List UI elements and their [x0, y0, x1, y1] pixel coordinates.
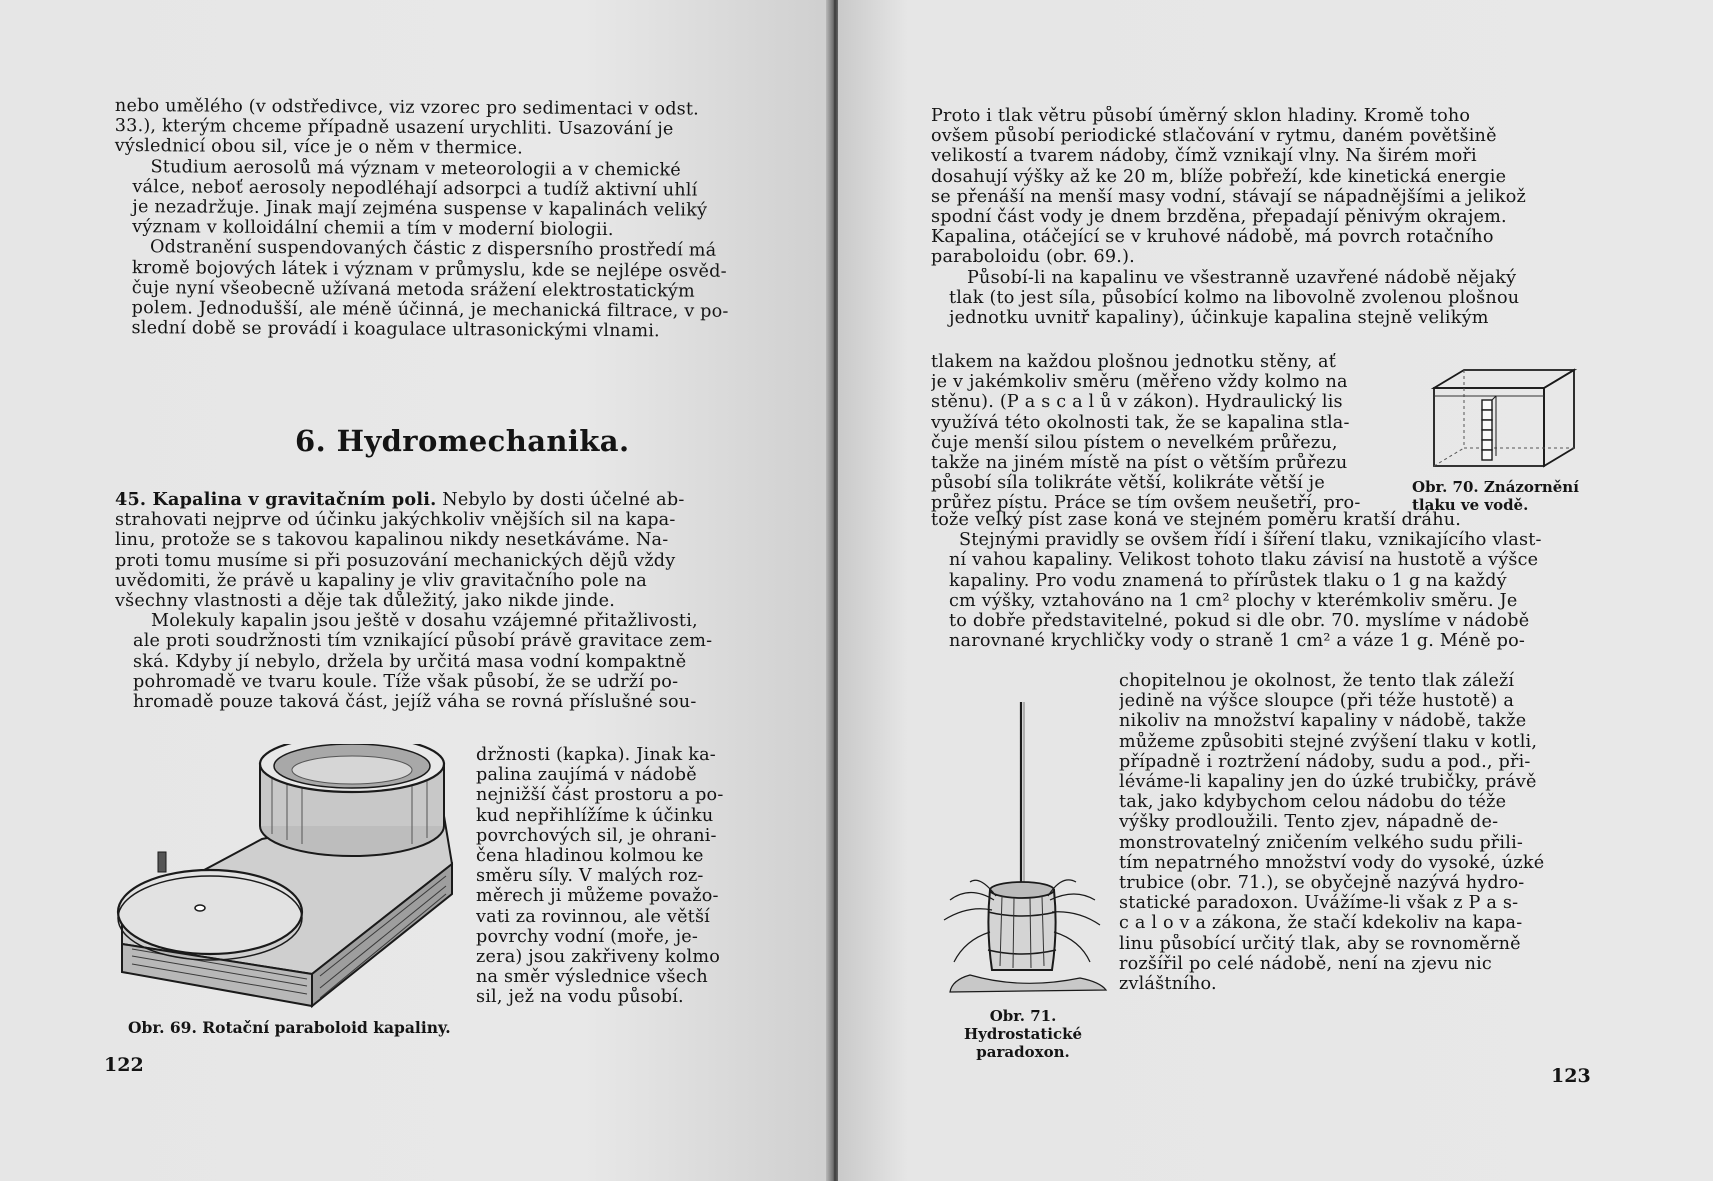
text-line: velikostí a tvarem nádoby, čímž vznikají vlny. Na širém moři [931, 146, 1477, 167]
right-mid-paragraphs [931, 510, 1572, 651]
paragraph [114, 157, 756, 242]
left-column-text [476, 745, 748, 1008]
text-line: hromadě pouze taková část, jejíž váha se rovná příslušné sou- [133, 692, 697, 713]
text-line: kapaliny. Pro vodu znamená to přírůstek tlaku o 1 g na každý [949, 570, 1507, 591]
text-line: se přenáší na menší masy vodní, stávají se nápadnějšími a jelikož [931, 186, 1526, 207]
text-line: je v jakémkoliv směru (měřeno vždy kolmo na [931, 372, 1348, 393]
paragraph [115, 490, 747, 611]
rotating-paraboloid-figure [112, 744, 466, 1014]
right-column-text [1119, 671, 1572, 994]
text-line: význam v kolloidální chemii a tím v moderní biologii. [132, 217, 614, 241]
text-line: Proto i tlak větru působí úměrný sklon hladiny. Kromě toho [931, 106, 1471, 126]
text-line: tak, jako kdybychom celou nádobu do téže [1119, 792, 1507, 813]
text-line: ská. Kdyby jí nebylo, držela by určitá masa vodní kompaktně [133, 651, 687, 672]
pressure-cube-figure [1424, 366, 1584, 474]
text-line: tlakem na každou plošnou jednotku stěny, ať [931, 352, 1336, 372]
text-line: působí síla tolikráte větší, kolikráte větší je [931, 473, 1325, 494]
paragraph [931, 268, 1572, 329]
text-line: zera) jsou zakřiveny kolmo [476, 947, 721, 968]
paragraph [114, 237, 757, 342]
text-line: trubice (obr. 71.), se obyčejně nazývá hydro- [1119, 873, 1525, 894]
text-line: válce, neboť aerosoly nepodléhají adsorpci a tudíž aktivní uhlí [132, 176, 698, 201]
page-number: 123 [1551, 1065, 1591, 1087]
text-line: tím nepatrného množství vody do vysoké, úzké [1119, 852, 1545, 873]
text-line: strahovati nejprve od účinku jakýchkoliv vnějších sil na kapa- [115, 510, 676, 531]
text-line: kud nepřihlížíme k účinku [476, 805, 714, 826]
text-line: proti tomu musíme si při posuzování mechanických dějů vždy [115, 550, 676, 571]
text-line: Působí-li na kapalinu ve všestranně uzavřené nádobě nějaký [967, 267, 1517, 288]
text-line: polem. Jednodušší, ale méně účinná, je mechanická filtrace, v po- [131, 298, 729, 322]
text-line: čuje menší silou pístem o nevelkém průřezu, [931, 432, 1338, 453]
text-line: chopitelnou je okolnost, že tento tlak záleží [1119, 671, 1515, 691]
text-line: linu působící určitý tlak, aby se rovnoměrně [1119, 933, 1521, 954]
text-line: spodní část vody je dnem brzděna, přepadají pěnivým okrajem. [931, 207, 1507, 228]
text-line: Molekuly kapalin jsou ještě v dosahu vzájemné přitažlivosti, [151, 611, 698, 632]
text-line: tlak (to jest síla, působící kolmo na libovolně zvolenou plošnou [949, 287, 1520, 308]
paragraph [931, 510, 1572, 530]
figure-71-caption: Obr. 71. Hydrostatické paradoxon. [963, 1007, 1083, 1061]
text-line: Odstranění suspendovaných částic z dispersního prostředí má [150, 237, 717, 262]
text-line: zvláštního. [1119, 974, 1217, 995]
text-line: nebo umělého (v odstředivce, viz vzorec pro sedimentaci v odst. [114, 96, 700, 120]
text-line: jedině na výšce sloupce (při téže hustotě) a [1119, 691, 1515, 712]
text-line: ní vahou kapaliny. Velikost tohoto tlaku závisí na hustotě a výšce [949, 550, 1539, 571]
text-line: paraboloidu (obr. 69.). [931, 247, 1135, 268]
text-line: to dobře představitelné, pokud si dle obr. 70. myslíme v nádobě [949, 611, 1530, 632]
text-line: vati za rovinnou, ale větší [476, 906, 711, 927]
text-line: takže na jiném místě na píst o větším průřezu [931, 453, 1348, 474]
text-line: držnosti (kapka). Jinak ka- [476, 745, 716, 765]
text-line: nikoliv na množství kapaliny v nádobě, takže [1119, 711, 1527, 732]
text-line: slední době se provádí i koagulace ultrasonickými vlnami. [131, 318, 660, 342]
text-line: 33.), kterým chceme případně usazení urychliti. Usazování je [114, 116, 674, 140]
text-line: Stejnými pravidly se ovšem řídí i šíření tlaku, vznikajícího vlast- [959, 530, 1542, 551]
text-line [115, 490, 747, 510]
text-line: monstrovatelný zničením velkého sudu přili- [1119, 832, 1524, 853]
text-line: využívá této okolnosti tak, že se kapalina stla- [931, 412, 1350, 433]
text-line: dosahují výšky až ke 20 m, blíže pobřeží, kde kinetická energie [931, 166, 1507, 187]
left-page [0, 0, 832, 1181]
right-page [838, 0, 1713, 1181]
text-line: stěnu). (P a s c a l ů v zákon). Hydraulický lis [931, 392, 1343, 413]
text-line: cm výšky, vztahováno na 1 cm² plochy v kterémkoliv směru. Je [949, 590, 1518, 611]
text-line: směru síly. V malých roz- [476, 866, 704, 887]
text-line: narovnané krychličky vody o straně 1 cm² a váze 1 g. Méně po- [949, 631, 1526, 652]
text-line: výslednicí obou sil, více je o něm v thermice. [114, 136, 524, 159]
paragraph [115, 611, 747, 712]
text-line: výšky prodloužili. Tento zjev, nápadně de- [1119, 812, 1499, 833]
text-line: nejnižší část prostoru a po- [476, 785, 724, 806]
text-line: tože velký píst zase koná ve stejném poměru kratší dráhu. [931, 510, 1462, 530]
text-line: palina zaujímá v nádobě [476, 765, 697, 786]
text-line: můžeme způsobiti stejné zvýšení tlaku v kotli, [1119, 731, 1538, 752]
paragraph [115, 96, 757, 161]
text-line: je nezadržuje. Jinak mají zejména suspense v kapalinách veliký [132, 197, 708, 221]
text-run: Nebylo by dosti účelné ab- [442, 490, 685, 510]
text-line: jednotku uvnitř kapaliny), účinkuje kapalina stejně velikým [949, 308, 1489, 329]
text-line: c a l o v a zákona, že stačí kdekoliv na kapa- [1119, 913, 1523, 934]
text-line: povrchových sil, je ohrani- [476, 825, 717, 846]
text-line: pohromadě ve tvaru koule. Tíže však působí, že se udrží po- [133, 671, 679, 692]
text-line: sil, jež na vodu působí. [476, 987, 684, 1008]
text-line: čuje nyní všeobecně užívaná metoda srážení elektrostatickým [131, 277, 695, 302]
text-line: uvědomiti, že právě u kapaliny je vliv gravitačního pole na [115, 570, 647, 591]
right-top-paragraphs [931, 106, 1572, 328]
text-line: linu, protože se s takovou kapalinou nikdy nesetkáváme. Na- [115, 530, 669, 551]
text-line: ale proti soudržnosti tím vznikající působí právě gravitace zem- [133, 631, 713, 652]
text-line: ovšem působí periodické stlačování v rytmu, daném povětšině [931, 126, 1497, 147]
paragraph [931, 530, 1572, 651]
page-number: 122 [104, 1054, 144, 1076]
text-line: statické paradoxon. Uvážíme-li však z P a s- [1119, 893, 1519, 914]
text-line: Studium aerosolů má význam v meteorologii a v chemické [150, 156, 681, 181]
section-label: 45. Kapalina v gravitačním poli. [115, 490, 437, 510]
paragraph [931, 106, 1572, 268]
text-line: případně i roztržení nádoby, sudu a pod., při- [1119, 751, 1531, 772]
chapter-heading: 6. Hydromechanika. [295, 424, 630, 458]
left-top-paragraphs [114, 96, 757, 342]
figure-69-caption: Obr. 69. Rotační paraboloid kapaliny. [128, 1018, 451, 1037]
hydrostatic-paradox-figure [930, 700, 1110, 998]
text-line: na směr výslednice všech [476, 967, 708, 988]
text-line: rozšířil po celé nádobě, není na zjevu nic [1119, 953, 1492, 974]
left-mid-paragraphs [115, 490, 747, 712]
text-line: Kapalina, otáčející se v kruhové nádobě, má povrch rotačního [931, 227, 1494, 248]
text-line: kromě bojových látek i význam v průmyslu, kde se nejlépe osvěd- [131, 257, 727, 282]
text-line: průřez pístu. Práce se tím ovšem neušetří, pro- [931, 493, 1361, 514]
right-narrow-text [931, 352, 1401, 514]
text-line: všechny vlastnosti a děje tak důležitý, jako nikde jinde. [115, 591, 615, 612]
figure-70-caption: Obr. 70. Znázornění tlaku ve vodě. [1412, 478, 1579, 514]
text-line: léváme-li kapaliny jen do úzké trubičky, právě [1119, 772, 1537, 793]
text-line: povrchy vodní (moře, je- [476, 926, 699, 947]
text-line: měrech ji můžeme považo- [476, 886, 719, 907]
text-line: čena hladinou kolmou ke [476, 846, 704, 867]
